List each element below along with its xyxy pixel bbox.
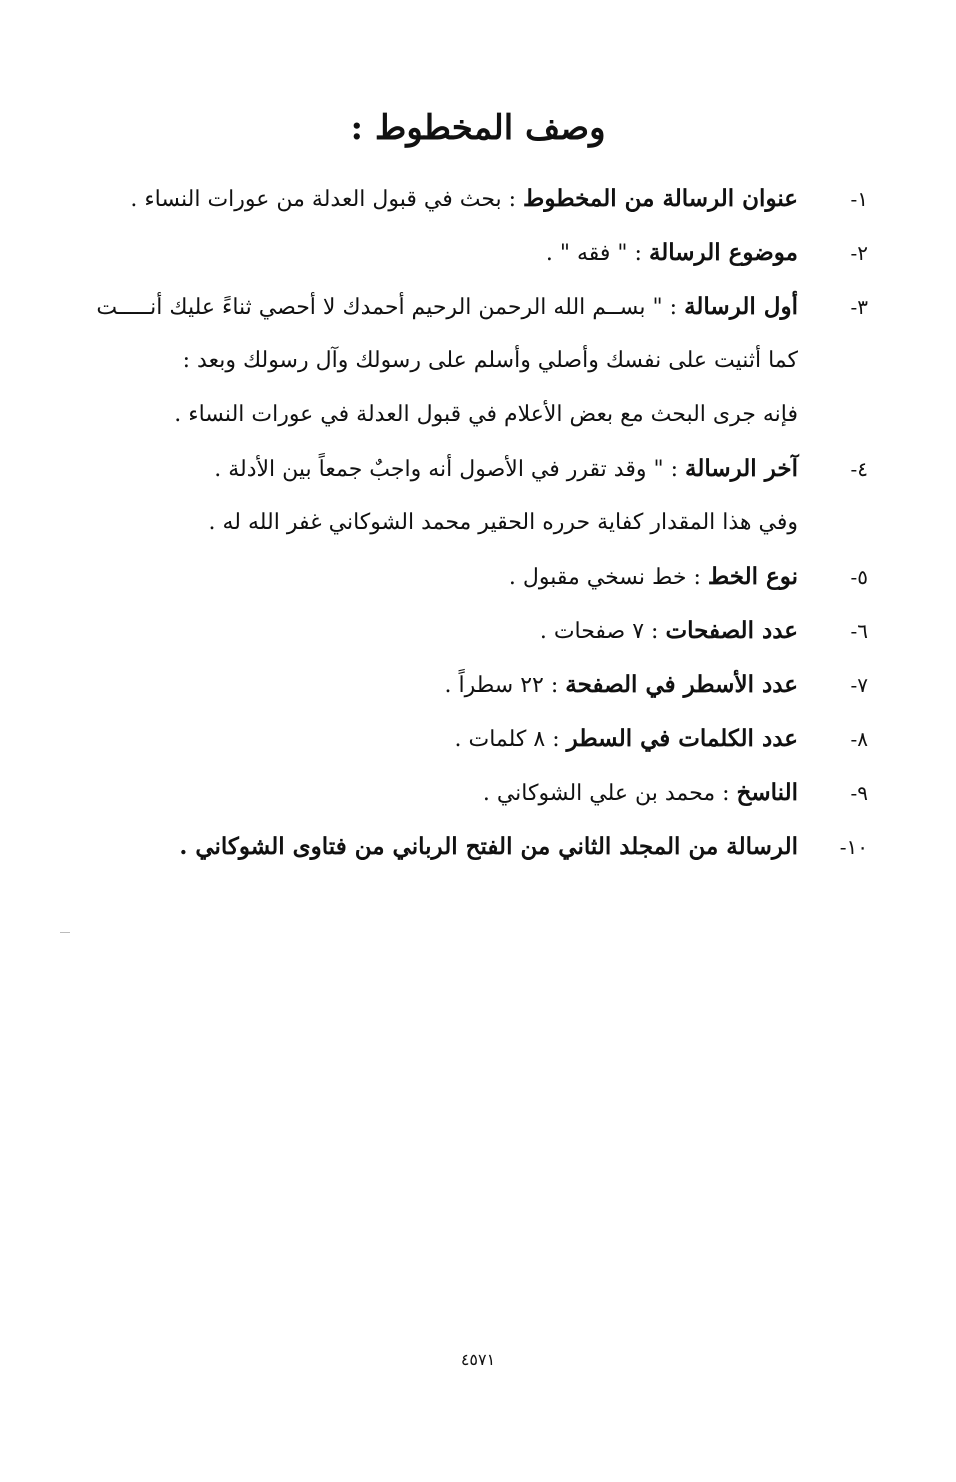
item-text — [130, 172, 798, 227]
item-number: ٨- — [850, 727, 868, 751]
page-title: وصف المخطوط : — [350, 108, 606, 148]
item-label: عدد الكلمات في السطر — [566, 725, 798, 752]
list-item-ending — [68, 442, 868, 496]
item-number: ٧- — [850, 673, 868, 697]
page-number: ٤٥٧١ — [460, 1350, 496, 1369]
item-number: ١- — [850, 187, 868, 211]
list-item-page-count — [68, 604, 868, 658]
list-item-lines-per-page — [68, 658, 868, 712]
list-item-ending-continued — [68, 496, 868, 550]
item-number: ٦- — [850, 619, 868, 643]
list-item-volume-source — [68, 820, 868, 874]
item-text — [96, 280, 798, 335]
list-item-beginning-continued — [68, 388, 868, 442]
list-item-copyist — [68, 766, 868, 820]
item-number: ٢- — [850, 241, 868, 265]
item-label: عدد الأسطر في الصفحة — [565, 671, 798, 698]
item-text — [509, 550, 798, 605]
item-value: : ٧ صفحات . — [539, 619, 666, 644]
item-continuation: وفي هذا المقدار كفاية حرره الحقير محمد الشوكاني غفر الله له . — [208, 510, 798, 535]
item-text — [179, 820, 798, 874]
item-number: ٩- — [850, 781, 868, 805]
item-label: الرسالة من المجلد الثاني من الفتح الرباني من فتاوى الشوكاني — [195, 833, 798, 860]
item-label: آخر الرسالة — [684, 455, 798, 482]
item-value: : ٢٢ سطراً . — [444, 673, 566, 698]
item-label: الناسخ — [736, 779, 798, 806]
item-value: : خط نسخي مقبول . — [508, 565, 708, 590]
item-value: : " وقد تقرر في الأصول أنه واجبٌ جمعاً بين الأدلة . — [214, 457, 685, 482]
item-label: أول الرسالة — [684, 293, 798, 320]
item-label: عدد الصفحات — [665, 617, 798, 644]
item-value: : محمد بن علي الشوكاني . — [482, 781, 737, 806]
item-value: : ٨ كلمات . — [454, 727, 567, 752]
list-item-script-type — [68, 550, 868, 604]
item-text — [546, 226, 798, 281]
item-continuation: فإنه جرى البحث مع بعض الأعلام في قبول العدلة في عورات النساء . — [174, 402, 798, 427]
item-number: ٤- — [850, 457, 868, 481]
item-text — [540, 604, 798, 659]
item-number: ١٠- — [839, 835, 868, 859]
scan-speck — [60, 932, 70, 933]
item-label: موضوع الرسالة — [648, 239, 798, 266]
item-value: . — [179, 833, 196, 860]
list-item-beginning-continued — [68, 334, 868, 388]
item-value: : " بســم الله الرحمن الرحيم أحمدك لا أحصي ثناءً عليك أنـــــت — [96, 295, 685, 320]
item-value: : " فقه " . — [545, 241, 649, 266]
manuscript-description-list — [68, 172, 868, 874]
item-text — [455, 712, 798, 767]
list-item-subject — [68, 226, 868, 280]
item-label: عنوان الرسالة من المخطوط — [523, 185, 798, 212]
list-item-title — [68, 172, 868, 226]
item-text — [214, 442, 798, 497]
item-text — [483, 766, 798, 821]
item-number: ٥- — [850, 565, 868, 589]
item-value: : بحث في قبول العدلة من عورات النساء . — [130, 187, 524, 212]
item-number: ٣- — [850, 295, 868, 319]
list-item-beginning — [68, 280, 868, 334]
item-text — [445, 658, 798, 713]
list-item-words-per-line — [68, 712, 868, 766]
item-continuation: كما أثنيت على نفسك وأصلي وأسلم على رسولك وآل رسولك وبعد : — [182, 348, 798, 373]
item-label: نوع الخط — [707, 563, 798, 590]
